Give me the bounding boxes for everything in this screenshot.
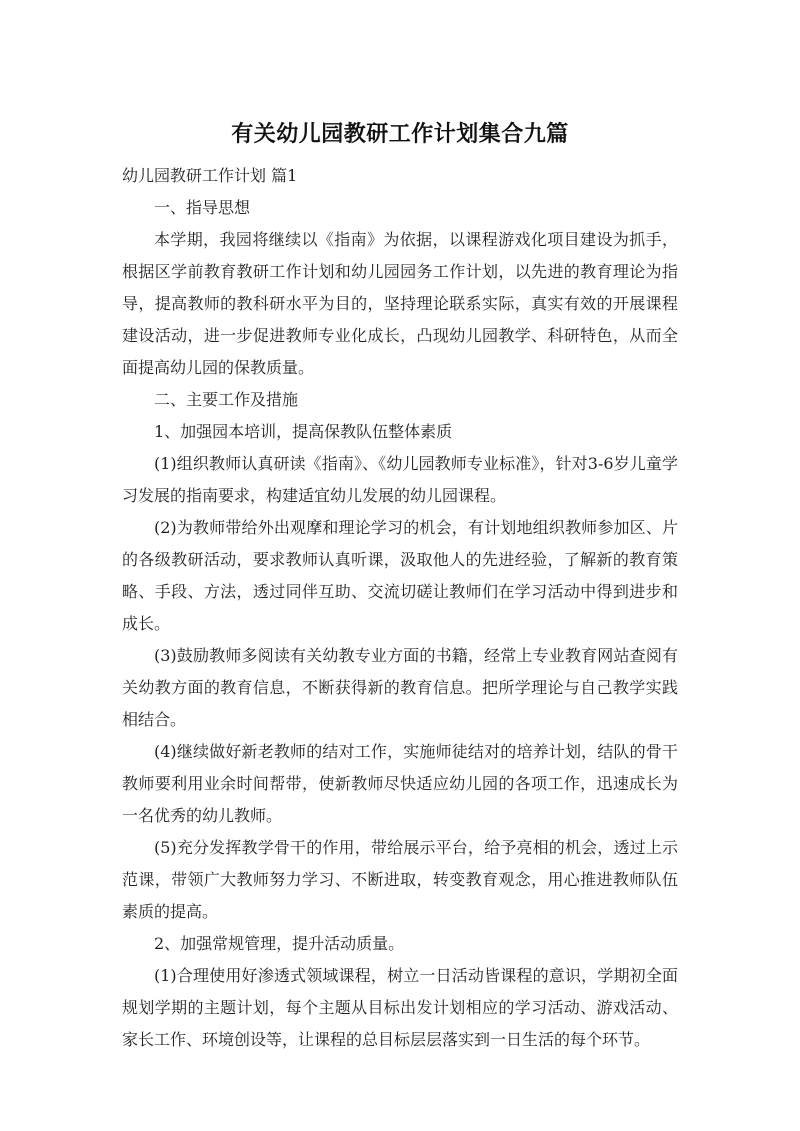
- heading-main-work: 二、主要工作及措施: [154, 390, 299, 409]
- paragraph: 本学期，我园将继续以《指南》为依据，以课程游戏化项目建设为抓手，根据区学前教育教研工作计划和幼儿园园务工作计划，以先进的教育理论为指导，提高教师的教科研水平为目的，坚持理论联系实际，真实有效的开展课程建设活动，进一步促进教师专业化成长，凸现幼儿园教学、科研特色，从而全面提高幼儿园的保教质量。: [122, 230, 678, 377]
- paragraph: (5)充分发挥教学骨干的作用，带给展示平台，给予亮相的机会，透过上示范课，带领广大教师努力学习、不断进取，转变教育观念，用心推进教师队伍素质的提高。: [122, 838, 678, 921]
- paragraph: (1)组织教师认真研读《指南》、《幼儿园教师专业标准》，针对3-6岁儿童学习发展的指南要求，构建适宜幼儿发展的幼儿园课程。: [122, 454, 678, 505]
- section-heading: 幼儿园教研工作计划 篇1: [122, 166, 298, 185]
- document-title: 有关幼儿园教研工作计划集合九篇: [231, 122, 569, 147]
- document-body: [122, 160, 678, 1056]
- paragraph: (4)继续做好新老教师的结对工作，实施师徒结对的培养计划，结队的骨干教师要利用业余时间帮带，使新教师尽快适应幼儿园的各项工作，迅速成长为一名优秀的幼儿教师。: [122, 742, 678, 825]
- paragraph: (2)为教师带给外出观摩和理论学习的机会，有计划地组织教师参加区、片的各级教研活动，要求教师认真听课，汲取他人的先进经验，了解新的教育策略、手段、方法，透过同伴互助、交流切磋让教师们在学习活动中得到进步和成长。: [122, 518, 678, 633]
- paragraph: (3)鼓励教师多阅读有关幼教专业方面的书籍，经常上专业教育网站查阅有关幼教方面的教育信息，不断获得新的教育信息。把所学理论与自己教学实践相结合。: [122, 646, 678, 729]
- heading-guiding-ideology: 一、指导思想: [154, 198, 251, 217]
- subheading: 1、加强园本培训，提高保教队伍整体素质: [154, 422, 453, 441]
- paragraph: (1)合理使用好渗透式领域课程，树立一日活动皆课程的意识，学期初全面规划学期的主题计划，每个主题从目标出发计划相应的学习活动、游戏活动、家长工作、环境创设等，让课程的总目标层层落实到一日生活的每个环节。: [122, 966, 678, 1049]
- subheading: 2、加强常规管理，提升活动质量。: [154, 934, 405, 953]
